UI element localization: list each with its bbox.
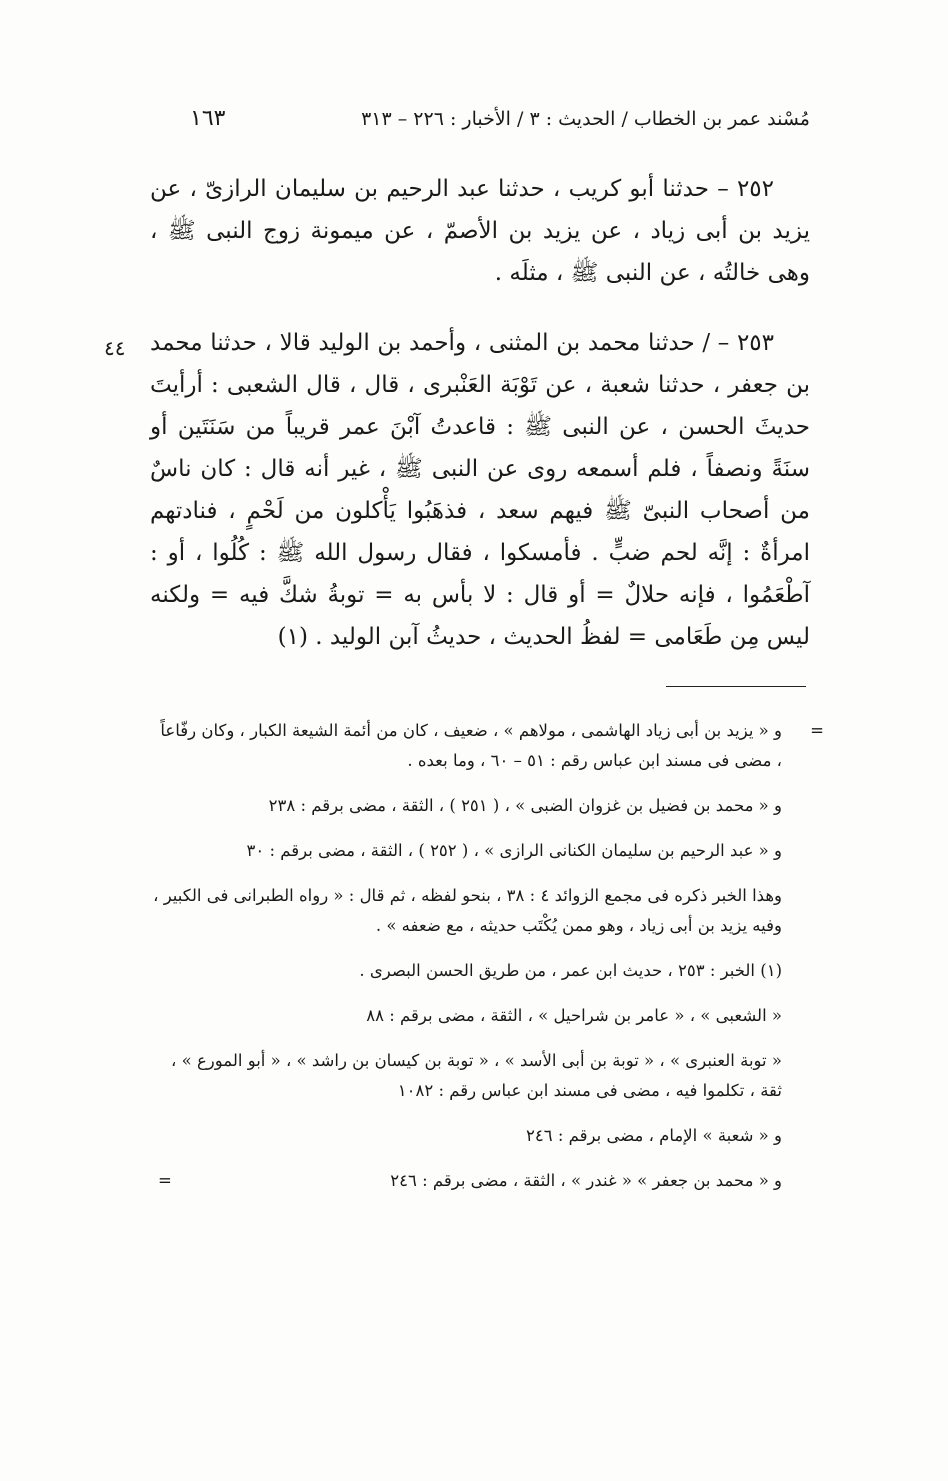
hadith-252: ٢٥٢ – حدثنا أبو كريب ، حدثنا عبد الرحيم بن سليمان الرازىّ ، عن يزيد بن أبى زياد ، عن يزيد بن الأصمّ ، عن ميمونة زوج النبى ﷺ ، وهى خالتُه ، عن النبى ﷺ ، مثلَه . [150, 176, 810, 286]
footnote-line: « الشعبى » ، « عامر بن شراحيل » ، الثقة ، مضى برقم : ٨٨ [366, 1006, 782, 1025]
main-text [150, 168, 810, 658]
footnote-line: و « محمد بن فضيل بن غزوان الضبى » ، ( ٢٥١ ) ، الثقة ، مضى برقم : ٢٣٨ [268, 796, 782, 815]
page-number: ١٦٣ [190, 106, 226, 131]
footnote-text: و « يزيد بن أبى زياد الهاشمى ، مولاهم » ، ضعيف ، كان من أئمة الشيعة الكبار ، وكان رفّاعاً ، مضى فى مسند ابن عباس رقم : ٥١ – ٦٠ ، وما بعده . [160, 721, 782, 770]
footnote-separator [666, 686, 806, 687]
running-title: مُسْند عمر بن الخطاب / الحديث : ٣ / الأخبار : ٢٢٦ – ٣١٣ [361, 108, 810, 130]
footnote-line: « توبة العنبرى » ، « توبة بن أبى الأسد » ، « توبة بن كيسان بن راشد » ، « أبو المورع » ، ثقة ، تكلموا فيه ، مضى فى مسند ابن عباس رقم : ١٠٨٢ [171, 1051, 782, 1100]
hadith-253: ٢٥٣ – / حدثنا محمد بن المثنى ، وأحمد بن الوليد قالا ، حدثنا محمد بن جعفر ، حدثنا شعبة ، عن تَوْبَة العَنْبرى ، قال ، قال الشعبى : أرأيتَ حديثَ الحسن ، عن النبى ﷺ : قاعدتُ آبْنَ عمر قريباً من سَنَتَين أو سنَةً ونصفاً ، فلم أسمعه روى عن النبى ﷺ ، غير أنه قال : كان ناسٌ من أصحاب النبىّ ﷺ فيهم سعد ، فذهَبُوا يَأْكلون من لَحْمٍ ، فنادتهم امرأةٌ : إنَّه لحم ضبٍّ . فأمسكوا ، فقال رسول الله ﷺ : كُلُوا ، أو : آطْعَمُوا ، فإنه حلالٌ = أو قال : لا بأس به = توبةُ شكَّ فيه = ولكنه ليس مِن طَعَامى = لفظُ الحديث ، حديثُ آبن الوليد . (١) [150, 330, 810, 650]
footnote-line [150, 1166, 810, 1196]
footnote-line [150, 716, 824, 776]
footnote-line: (١) الخبر : ٢٥٣ ، حديث ابن عمر ، من طريق الحسن البصرى . [359, 961, 782, 980]
footnote-line: و « عبد الرحيم بن سليمان الكنانى الرازى » ، ( ٢٥٢ ) ، الثقة ، مضى برقم : ٣٠ [246, 841, 782, 860]
margin-page-reference: ٤٤ [104, 336, 126, 360]
page-header [150, 108, 810, 148]
footnote-line: وهذا الخبر ذكره فى مجمع الزوائد ٤ : ٣٨ ، بنحو لفظه ، ثم قال : « رواه الطبرانى فى الكبير ، وفيه يزيد بن أبى زياد ، وهو ممن يُكْتَب حديثه ، مع ضعفه » . [153, 886, 782, 935]
footnotes [150, 716, 824, 1211]
footnote-text: و « محمد بن جعفر » « غندر » ، الثقة ، مضى برقم : ٢٤٦ [390, 1171, 782, 1190]
end-mark: = [158, 1171, 172, 1190]
footnote-line: و « شعبة » الإمام ، مضى برقم : ٢٤٦ [526, 1126, 782, 1145]
continuation-mark: = [810, 721, 824, 740]
